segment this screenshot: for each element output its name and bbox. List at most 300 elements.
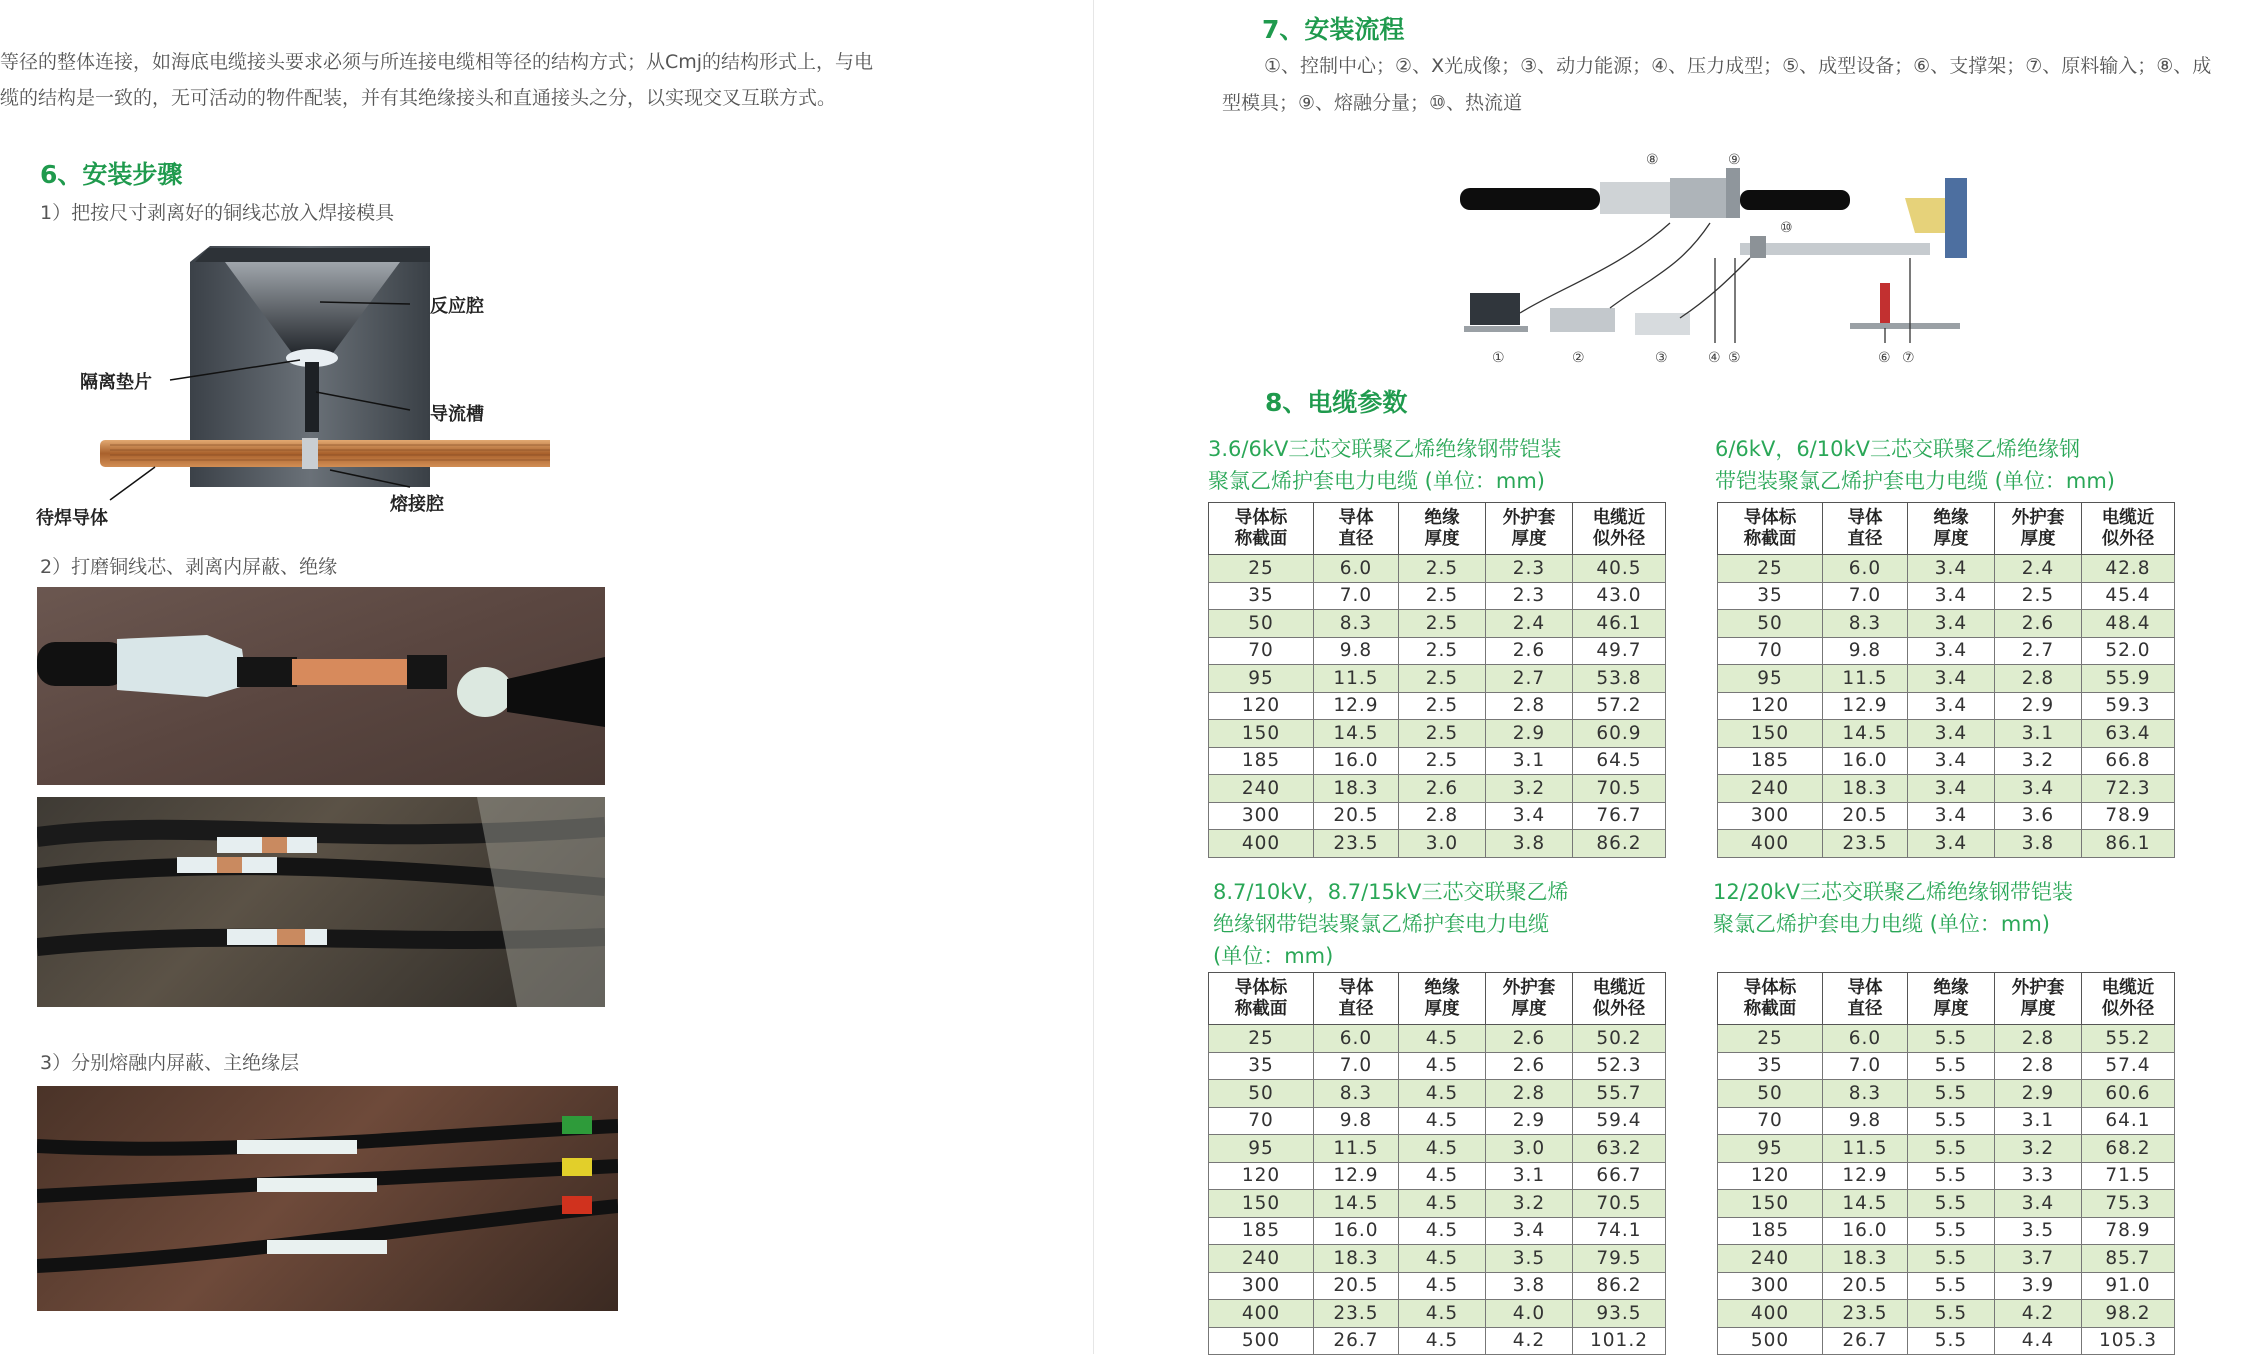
- table-cell: 2.4: [1995, 555, 2082, 583]
- table-row: [1209, 1052, 1666, 1080]
- table-row: [1718, 1300, 2175, 1328]
- table-cell: 11.5: [1823, 1135, 1908, 1163]
- table-cell: 400: [1209, 1300, 1314, 1328]
- table-cell: 240: [1718, 1245, 1823, 1273]
- table-cell: 55.9: [2082, 665, 2175, 693]
- table-cell: 70: [1209, 637, 1314, 665]
- table-row: [1718, 1162, 2175, 1190]
- table-cell: 3.4: [1908, 555, 1995, 583]
- table-row: [1718, 1245, 2175, 1273]
- table-cell: 68.2: [2082, 1135, 2175, 1163]
- table-row: [1718, 1190, 2175, 1218]
- table-cell: 6.0: [1823, 555, 1908, 583]
- marker-6: ⑥: [1878, 350, 1891, 366]
- table-cell: 66.8: [2082, 747, 2175, 775]
- table-cell: 3.4: [1908, 610, 1995, 638]
- table-cell: 60.6: [2082, 1080, 2175, 1108]
- table-cell: 300: [1209, 802, 1314, 830]
- table-cell: 70: [1718, 637, 1823, 665]
- table-cell: 2.6: [1995, 610, 2082, 638]
- table-cell: 86.1: [2082, 830, 2175, 858]
- table-cell: 3.1: [1486, 1162, 1573, 1190]
- table-row: [1718, 720, 2175, 748]
- table-cell: 52.3: [1573, 1052, 1666, 1080]
- table-cell: 2.4: [1486, 610, 1573, 638]
- table-cell: 93.5: [1573, 1300, 1666, 1328]
- header-nominal-section: 导体标 称截面: [1209, 973, 1314, 1025]
- table-cell: 9.8: [1314, 1107, 1399, 1135]
- table-row: [1718, 830, 2175, 858]
- table-cell: 71.5: [2082, 1162, 2175, 1190]
- table-row: [1209, 582, 1666, 610]
- table-cell: 3.1: [1995, 720, 2082, 748]
- table-row: [1209, 720, 1666, 748]
- table-row: [1209, 802, 1666, 830]
- table-row: [1718, 1135, 2175, 1163]
- table-cell: 64.1: [2082, 1107, 2175, 1135]
- table-cell: 150: [1209, 1190, 1314, 1218]
- table-cell: 4.5: [1399, 1245, 1486, 1273]
- table-cell: 59.3: [2082, 692, 2175, 720]
- table-cell: 50.2: [1573, 1025, 1666, 1053]
- table-cell: 3.1: [1995, 1107, 2082, 1135]
- table-row: [1209, 610, 1666, 638]
- table-cell: 91.0: [2082, 1272, 2175, 1300]
- intro-paragraph: [0, 44, 960, 116]
- table-cell: 6.0: [1314, 1025, 1399, 1053]
- table-cell: 3.4: [1908, 775, 1995, 803]
- table-cell: 4.0: [1486, 1300, 1573, 1328]
- table-cell: 3.2: [1486, 775, 1573, 803]
- table-cell: 5.5: [1908, 1300, 1995, 1328]
- table-row: [1718, 1217, 2175, 1245]
- table-row: [1209, 1217, 1666, 1245]
- table-cell: 50: [1718, 1080, 1823, 1108]
- table-cell: 43.0: [1573, 582, 1666, 610]
- table-cell: 5.5: [1908, 1190, 1995, 1218]
- table-cell: 14.5: [1314, 720, 1399, 748]
- table-header-row: [1718, 973, 2175, 1025]
- welding-mold-diagram: [30, 242, 550, 532]
- table-row: [1209, 1300, 1666, 1328]
- table-cell: 57.2: [1573, 692, 1666, 720]
- table-cell: 35: [1209, 582, 1314, 610]
- table-cell: 3.4: [1908, 692, 1995, 720]
- table-cell: 3.4: [1908, 637, 1995, 665]
- table-cell: 23.5: [1823, 1300, 1908, 1328]
- table-cell: 86.2: [1573, 1272, 1666, 1300]
- table-row: [1209, 1272, 1666, 1300]
- table-cell: 7.0: [1314, 1052, 1399, 1080]
- marker-5: ⑤: [1728, 350, 1741, 366]
- table-cell: 25: [1209, 555, 1314, 583]
- table-row: [1209, 1245, 1666, 1273]
- header-conductor-diameter: 导体 直径: [1314, 973, 1399, 1025]
- table-cell: 79.5: [1573, 1245, 1666, 1273]
- table-cell: 3.7: [1995, 1245, 2082, 1273]
- table-cell: 52.0: [2082, 637, 2175, 665]
- table-cell: 4.5: [1399, 1272, 1486, 1300]
- table-cell: 300: [1209, 1272, 1314, 1300]
- table-cell: 25: [1718, 555, 1823, 583]
- table-cell: 14.5: [1314, 1190, 1399, 1218]
- photo-melted-insulation: [37, 1086, 618, 1311]
- table-cell: 20.5: [1314, 1272, 1399, 1300]
- table-cell: 5.5: [1908, 1052, 1995, 1080]
- table-cell: 2.3: [1486, 555, 1573, 583]
- table-cell: 3.1: [1486, 747, 1573, 775]
- table-cell: 76.7: [1573, 802, 1666, 830]
- label-spacer: 隔离垫片: [80, 372, 152, 393]
- table-cell: 120: [1718, 692, 1823, 720]
- section-6-title: 6、安装步骤: [40, 160, 183, 189]
- table-cell: 3.4: [1486, 802, 1573, 830]
- table-cell: 50: [1209, 610, 1314, 638]
- table-cell: 12.9: [1823, 1162, 1908, 1190]
- header-conductor-diameter: 导体 直径: [1823, 503, 1908, 555]
- table-cell: 16.0: [1314, 747, 1399, 775]
- process-diagram: [1450, 148, 1990, 373]
- table-row: [1718, 1025, 2175, 1053]
- table-cell: 5.5: [1908, 1217, 1995, 1245]
- table-cell: 57.4: [2082, 1052, 2175, 1080]
- table-cell: 2.9: [1995, 692, 2082, 720]
- table-cell: 95: [1718, 1135, 1823, 1163]
- table-row: [1718, 775, 2175, 803]
- table-cell: 78.9: [2082, 1217, 2175, 1245]
- step-3-text: 3）分别熔融内屏蔽、主绝缘层: [40, 1052, 300, 1074]
- table-cell: 20.5: [1823, 1272, 1908, 1300]
- table-cell: 3.9: [1995, 1272, 2082, 1300]
- table-cell: 2.6: [1399, 775, 1486, 803]
- header-nominal-section: 导体标 称截面: [1718, 503, 1823, 555]
- header-insulation-thickness: 绝缘 厚度: [1908, 503, 1995, 555]
- label-conductor: 待焊导体: [36, 508, 108, 529]
- photo-stripped-cable: [37, 587, 605, 785]
- table-cell: 16.0: [1823, 747, 1908, 775]
- table-cell: 14.5: [1823, 720, 1908, 748]
- table-cell: 185: [1209, 1217, 1314, 1245]
- table-cell: 2.5: [1399, 692, 1486, 720]
- table-cell: 4.2: [1486, 1327, 1573, 1355]
- table-cell: 4.5: [1399, 1190, 1486, 1218]
- table-cell: 2.8: [1995, 665, 2082, 693]
- table-cell: 8.3: [1823, 610, 1908, 638]
- table-cell: 2.5: [1399, 637, 1486, 665]
- cable-table-1: [1208, 502, 1666, 858]
- label-weld-cavity: 熔接腔: [390, 494, 444, 515]
- table-cell: 4.5: [1399, 1080, 1486, 1108]
- header-nominal-section: 导体标 称截面: [1718, 973, 1823, 1025]
- table-row: [1718, 665, 2175, 693]
- table-cell: 2.8: [1486, 692, 1573, 720]
- step-1-text: 1）把按尺寸剥离好的铜线芯放入焊接模具: [40, 202, 395, 224]
- table-cell: 23.5: [1314, 1300, 1399, 1328]
- header-sheath-thickness: 外护套 厚度: [1486, 503, 1573, 555]
- table-cell: 500: [1718, 1327, 1823, 1355]
- table-cell: 70: [1718, 1107, 1823, 1135]
- table-cell: 74.1: [1573, 1217, 1666, 1245]
- table-cell: 35: [1718, 1052, 1823, 1080]
- table-cell: 46.1: [1573, 610, 1666, 638]
- table-cell: 2.5: [1399, 610, 1486, 638]
- table-row: [1209, 665, 1666, 693]
- section-7-title: 7、安装流程: [1262, 15, 1405, 44]
- table-cell: 400: [1718, 830, 1823, 858]
- table-cell: 12.9: [1823, 692, 1908, 720]
- table-cell: 5.5: [1908, 1327, 1995, 1355]
- table-cell: 95: [1718, 665, 1823, 693]
- table-cell: 70: [1209, 1107, 1314, 1135]
- table-cell: 98.2: [2082, 1300, 2175, 1328]
- table-cell: 85.7: [2082, 1245, 2175, 1273]
- table-row: [1209, 830, 1666, 858]
- table-cell: 4.2: [1995, 1300, 2082, 1328]
- table-cell: 4.5: [1399, 1135, 1486, 1163]
- table-cell: 70.5: [1573, 1190, 1666, 1218]
- table-row: [1718, 610, 2175, 638]
- table-cell: 150: [1718, 720, 1823, 748]
- table-cell: 3.8: [1486, 1272, 1573, 1300]
- header-outer-diameter: 电缆近 似外径: [1573, 503, 1666, 555]
- table-row: [1718, 1080, 2175, 1108]
- table-cell: 53.8: [1573, 665, 1666, 693]
- process-illustration: [1450, 148, 1990, 373]
- table-cell: 5.5: [1908, 1135, 1995, 1163]
- table-cell: 400: [1718, 1300, 1823, 1328]
- table-cell: 95: [1209, 665, 1314, 693]
- table-cell: 240: [1209, 1245, 1314, 1273]
- table-cell: 8.3: [1823, 1080, 1908, 1108]
- table-4-title: 12/20kV三芯交联聚乙烯绝缘钢带铠装 聚氯乙烯护套电力电缆 (单位：mm): [1713, 880, 2074, 936]
- marker-3: ③: [1655, 350, 1668, 366]
- marker-8: ⑧: [1646, 152, 1659, 168]
- table-cell: 63.2: [1573, 1135, 1666, 1163]
- table-cell: 120: [1718, 1162, 1823, 1190]
- table-cell: 101.2: [1573, 1327, 1666, 1355]
- table-row: [1718, 747, 2175, 775]
- label-flow-channel: 导流槽: [430, 404, 484, 425]
- table-cell: 70.5: [1573, 775, 1666, 803]
- table-row: [1209, 1162, 1666, 1190]
- photo-multiple-cables: [37, 797, 605, 1007]
- cable-table-3: [1208, 972, 1666, 1355]
- table-cell: 2.8: [1995, 1052, 2082, 1080]
- table-cell: 55.2: [2082, 1025, 2175, 1053]
- table-cell: 2.8: [1486, 1080, 1573, 1108]
- table-cell: 3.5: [1486, 1245, 1573, 1273]
- table-cell: 120: [1209, 1162, 1314, 1190]
- table-cell: 3.4: [1908, 665, 1995, 693]
- table-cell: 150: [1209, 720, 1314, 748]
- header-insulation-thickness: 绝缘 厚度: [1399, 503, 1486, 555]
- table-cell: 3.2: [1995, 1135, 2082, 1163]
- table-cell: 4.5: [1399, 1025, 1486, 1053]
- table-row: [1209, 1025, 1666, 1053]
- table-cell: 7.0: [1823, 582, 1908, 610]
- marker-9: ⑨: [1728, 152, 1741, 168]
- header-insulation-thickness: 绝缘 厚度: [1399, 973, 1486, 1025]
- table-cell: 55.7: [1573, 1080, 1666, 1108]
- page-divider: [1093, 0, 1094, 1354]
- marker-1: ①: [1492, 350, 1505, 366]
- table-cell: 3.2: [1995, 747, 2082, 775]
- table-cell: 5.5: [1908, 1025, 1995, 1053]
- table-cell: 240: [1209, 775, 1314, 803]
- table-cell: 20.5: [1314, 802, 1399, 830]
- table-cell: 11.5: [1823, 665, 1908, 693]
- table-cell: 9.8: [1823, 1107, 1908, 1135]
- table-cell: 2.5: [1399, 582, 1486, 610]
- table-cell: 18.3: [1314, 1245, 1399, 1273]
- section-8-title: 8、电缆参数: [1265, 388, 1408, 417]
- table-cell: 300: [1718, 1272, 1823, 1300]
- marker-4: ④: [1708, 350, 1721, 366]
- table-cell: 26.7: [1823, 1327, 1908, 1355]
- table-row: [1209, 555, 1666, 583]
- table-cell: 300: [1718, 802, 1823, 830]
- table-cell: 7.0: [1314, 582, 1399, 610]
- table-cell: 3.4: [1908, 720, 1995, 748]
- table-cell: 64.5: [1573, 747, 1666, 775]
- process-legend: ①、控制中心；②、X光成像；③、动力能源；④、压力成型；⑤、成型设备；⑥、支撑架；⑦、原料输入；⑧、成型模具；⑨、熔融分量；⑩、热流道: [1222, 55, 2212, 114]
- table-cell: 5.5: [1908, 1162, 1995, 1190]
- table-cell: 3.4: [1908, 582, 1995, 610]
- table-cell: 50: [1718, 610, 1823, 638]
- table-cell: 18.3: [1823, 1245, 1908, 1273]
- header-sheath-thickness: 外护套 厚度: [1486, 973, 1573, 1025]
- table-cell: 2.5: [1399, 665, 1486, 693]
- header-sheath-thickness: 外护套 厚度: [1995, 503, 2082, 555]
- header-nominal-section: 导体标 称截面: [1209, 503, 1314, 555]
- table-cell: 3.0: [1486, 1135, 1573, 1163]
- table-cell: 4.5: [1399, 1327, 1486, 1355]
- table-cell: 8.3: [1314, 610, 1399, 638]
- table-row: [1209, 637, 1666, 665]
- table-cell: 6.0: [1314, 555, 1399, 583]
- table-cell: 95: [1209, 1135, 1314, 1163]
- table-cell: 63.4: [2082, 720, 2175, 748]
- table-cell: 4.5: [1399, 1107, 1486, 1135]
- table-cell: 48.4: [2082, 610, 2175, 638]
- label-reaction-cavity: 反应腔: [430, 296, 484, 317]
- table-cell: 5.5: [1908, 1107, 1995, 1135]
- table-row: [1718, 1107, 2175, 1135]
- header-conductor-diameter: 导体 直径: [1314, 503, 1399, 555]
- table-row: [1209, 747, 1666, 775]
- table-cell: 2.5: [1995, 582, 2082, 610]
- table-cell: 12.9: [1314, 692, 1399, 720]
- table-cell: 3.4: [1995, 775, 2082, 803]
- table-cell: 8.3: [1314, 1080, 1399, 1108]
- table-cell: 50: [1209, 1080, 1314, 1108]
- table-cell: 185: [1718, 1217, 1823, 1245]
- table-cell: 86.2: [1573, 830, 1666, 858]
- table-cell: 2.5: [1399, 747, 1486, 775]
- intro-line: 等径的整体连接，如海底电缆接头要求必须与所连接电缆相等径的结构方式；从Cmj的结构形式上，与电: [0, 51, 874, 73]
- table-cell: 2.8: [1399, 802, 1486, 830]
- table-cell: 9.8: [1314, 637, 1399, 665]
- table-cell: 3.8: [1995, 830, 2082, 858]
- table-cell: 18.3: [1823, 775, 1908, 803]
- table-cell: 7.0: [1823, 1052, 1908, 1080]
- header-insulation-thickness: 绝缘 厚度: [1908, 973, 1995, 1025]
- table-cell: 3.4: [1908, 747, 1995, 775]
- table-2-title: 6/6kV，6/10kV三芯交联聚乙烯绝缘钢 带铠装聚氯乙烯护套电力电缆 (单位：mm): [1715, 437, 2115, 493]
- table-1-title: 3.6/6kV三芯交联聚乙烯绝缘钢带铠装 聚氯乙烯护套电力电缆 (单位：mm): [1208, 437, 1562, 493]
- table-cell: 3.6: [1995, 802, 2082, 830]
- header-outer-diameter: 电缆近 似外径: [2082, 973, 2175, 1025]
- table-cell: 25: [1718, 1025, 1823, 1053]
- table-cell: 4.5: [1399, 1217, 1486, 1245]
- table-row: [1718, 637, 2175, 665]
- table-cell: 16.0: [1314, 1217, 1399, 1245]
- cable-table-4: [1717, 972, 2175, 1355]
- table-cell: 78.9: [2082, 802, 2175, 830]
- table-row: [1718, 692, 2175, 720]
- table-cell: 3.4: [1908, 802, 1995, 830]
- table-cell: 3.3: [1995, 1162, 2082, 1190]
- header-conductor-diameter: 导体 直径: [1823, 973, 1908, 1025]
- table-cell: 45.4: [2082, 582, 2175, 610]
- table-cell: 60.9: [1573, 720, 1666, 748]
- table-cell: 26.7: [1314, 1327, 1399, 1355]
- table-cell: 185: [1209, 747, 1314, 775]
- table-cell: 2.6: [1486, 637, 1573, 665]
- table-cell: 3.4: [1995, 1190, 2082, 1218]
- table-cell: 150: [1718, 1190, 1823, 1218]
- table-cell: 66.7: [1573, 1162, 1666, 1190]
- table-cell: 4.5: [1399, 1162, 1486, 1190]
- table-3-title: 8.7/10kV，8.7/15kV三芯交联聚乙烯 绝缘钢带铠装聚氯乙烯护套电力电缆 (单位：mm): [1213, 880, 1569, 968]
- cable-table-2: [1717, 502, 2175, 858]
- table-row: [1718, 582, 2175, 610]
- table-cell: 4.5: [1399, 1300, 1486, 1328]
- table-cell: 72.3: [2082, 775, 2175, 803]
- table-cell: 59.4: [1573, 1107, 1666, 1135]
- table-cell: 4.4: [1995, 1327, 2082, 1355]
- table-cell: 25: [1209, 1025, 1314, 1053]
- header-outer-diameter: 电缆近 似外径: [1573, 973, 1666, 1025]
- table-cell: 12.9: [1314, 1162, 1399, 1190]
- table-cell: 23.5: [1314, 830, 1399, 858]
- table-row: [1718, 1327, 2175, 1355]
- table-row: [1718, 1272, 2175, 1300]
- table-cell: 11.5: [1314, 665, 1399, 693]
- table-cell: 6.0: [1823, 1025, 1908, 1053]
- table-cell: 185: [1718, 747, 1823, 775]
- table-row: [1718, 1052, 2175, 1080]
- intro-line: 缆的结构是一致的，无可活动的物件配装，并有其绝缘接头和直通接头之分，以实现交叉互联方式。: [0, 87, 837, 109]
- table-cell: 20.5: [1823, 802, 1908, 830]
- table-cell: 2.9: [1486, 1107, 1573, 1135]
- table-row: [1718, 555, 2175, 583]
- table-cell: 120: [1209, 692, 1314, 720]
- table-cell: 5.5: [1908, 1272, 1995, 1300]
- table-row: [1209, 775, 1666, 803]
- table-cell: 3.5: [1995, 1217, 2082, 1245]
- header-outer-diameter: 电缆近 似外径: [2082, 503, 2175, 555]
- marker-10: ⑩: [1780, 220, 1793, 236]
- step-2-text: 2）打磨铜线芯、剥离内屏蔽、绝缘: [40, 556, 338, 578]
- marker-2: ②: [1572, 350, 1585, 366]
- table-cell: 35: [1718, 582, 1823, 610]
- table-row: [1209, 1327, 1666, 1355]
- table-cell: 2.7: [1995, 637, 2082, 665]
- table-cell: 3.4: [1486, 1217, 1573, 1245]
- header-sheath-thickness: 外护套 厚度: [1995, 973, 2082, 1025]
- table-cell: 9.8: [1823, 637, 1908, 665]
